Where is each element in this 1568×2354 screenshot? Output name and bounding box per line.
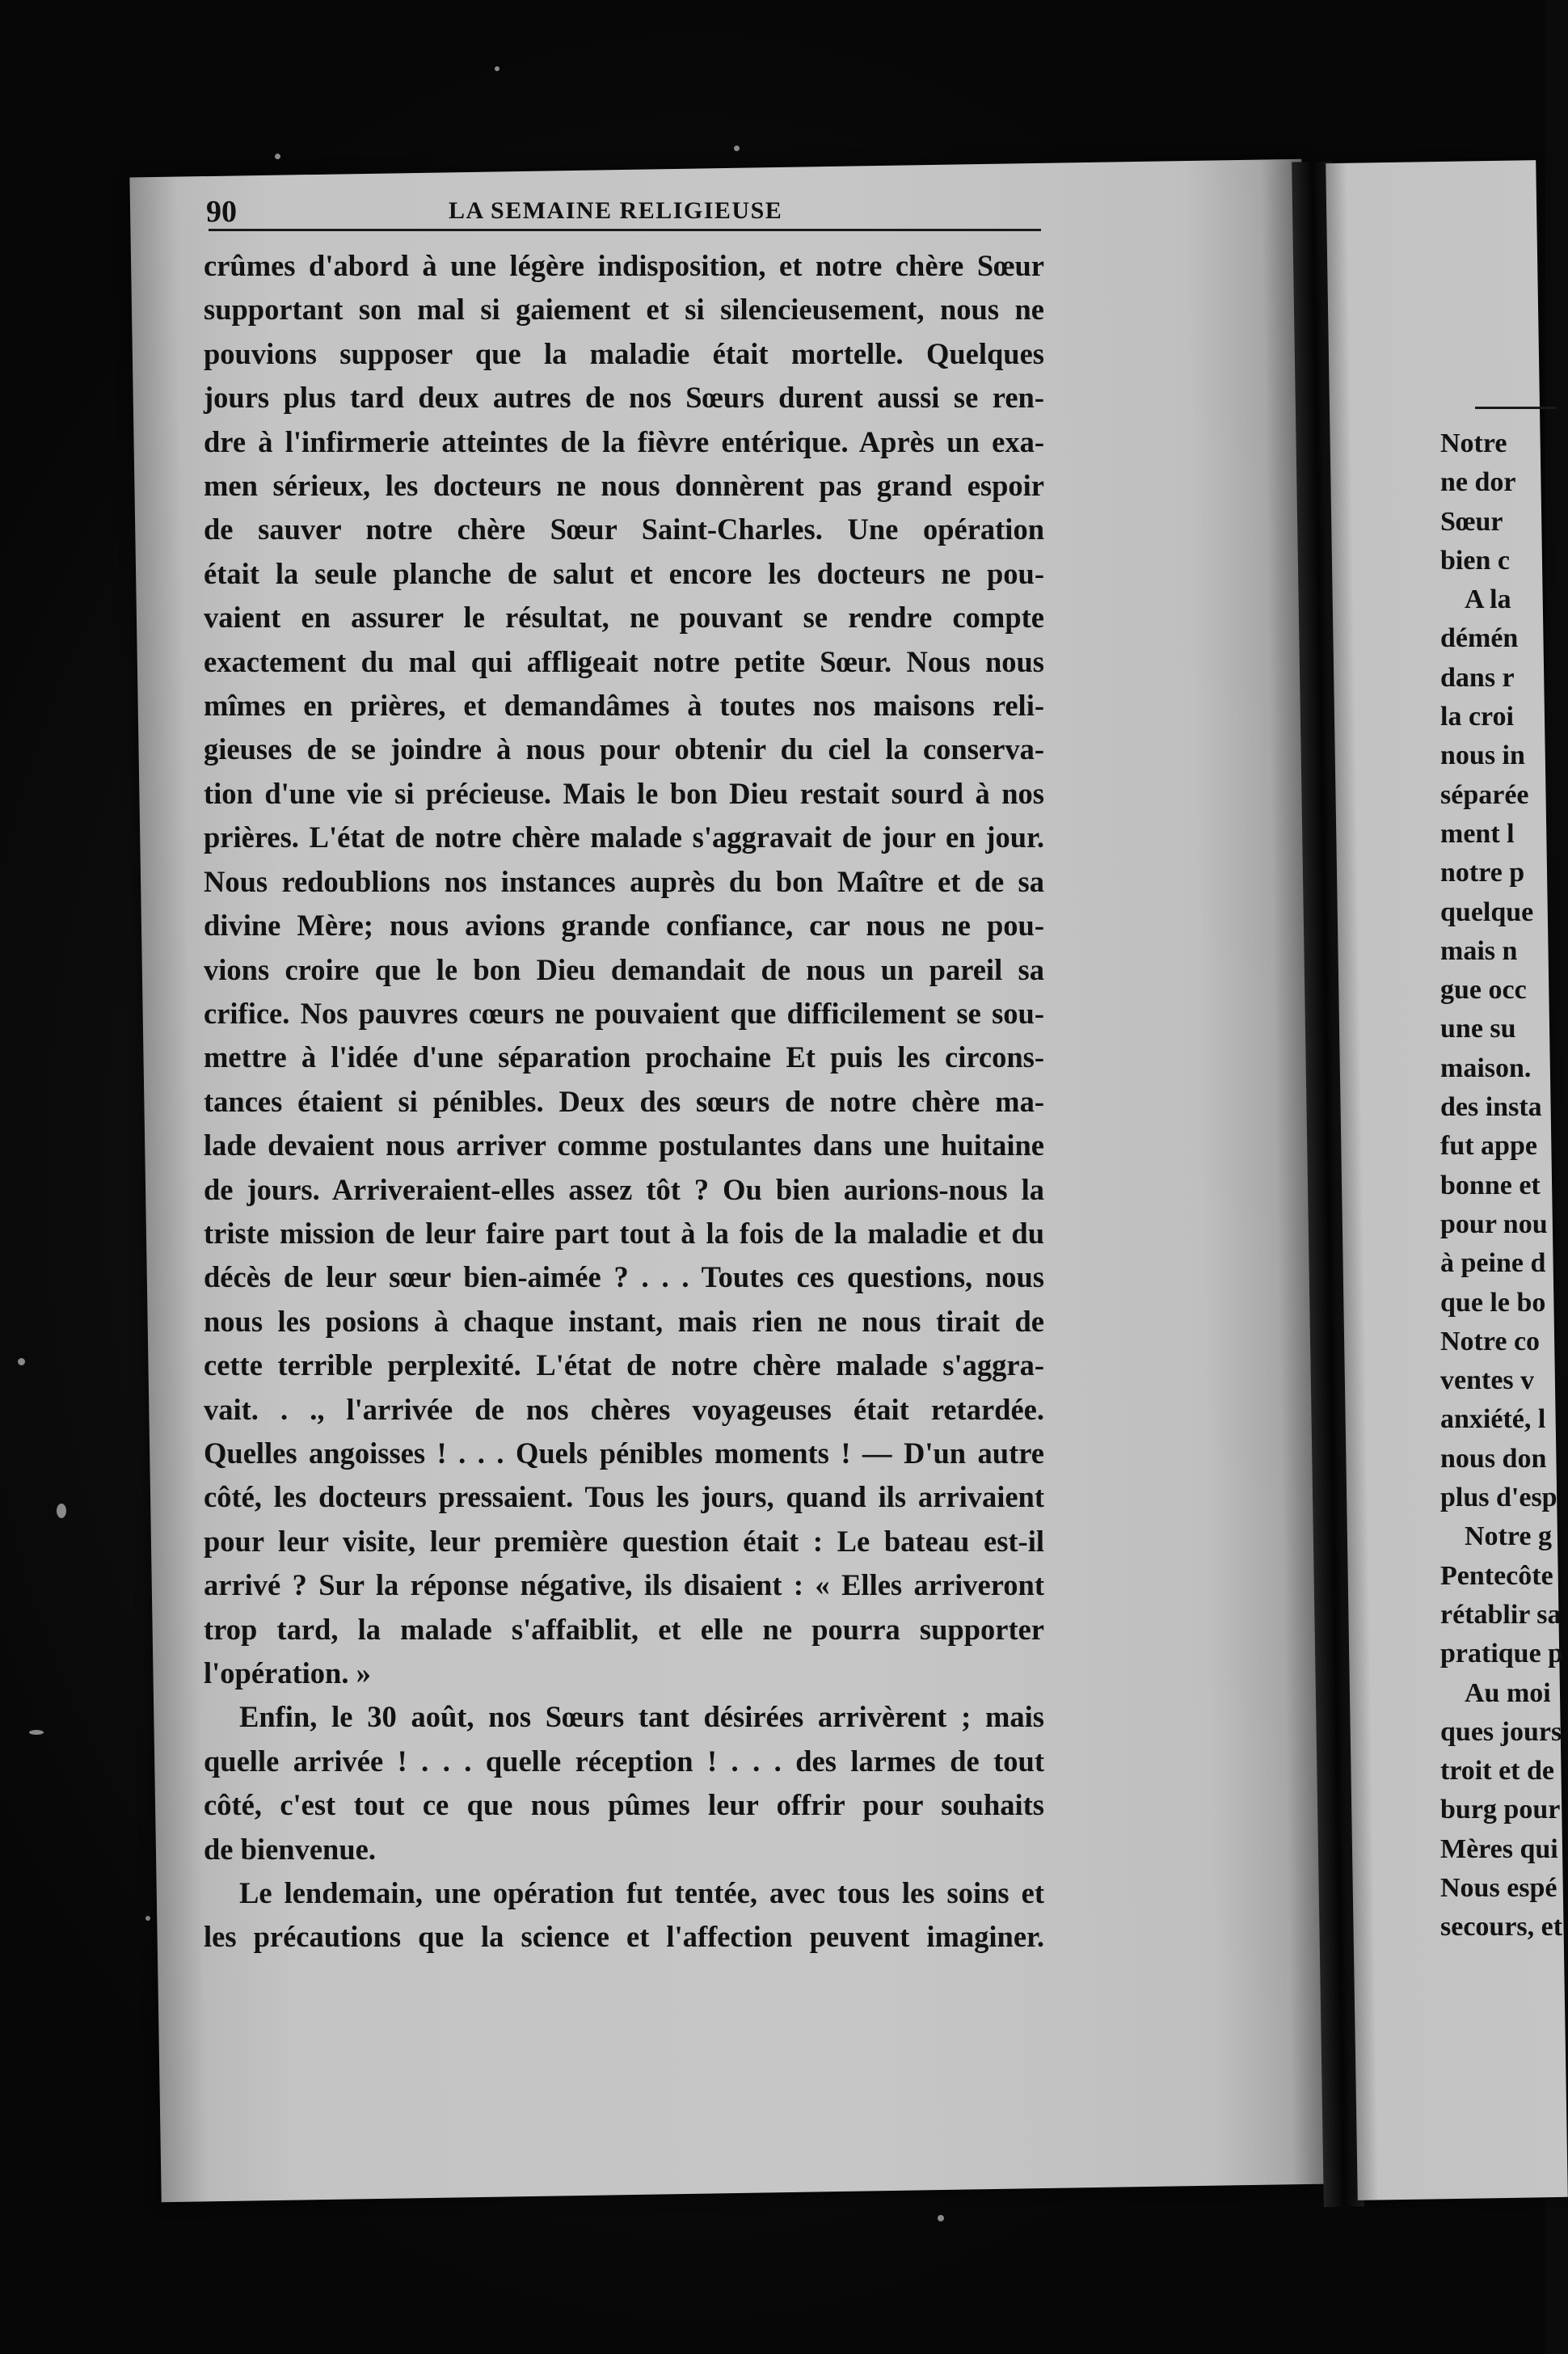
text-line: pratique p: [1440, 1639, 1564, 1669]
right-page-header-rule: [1475, 407, 1556, 409]
header-rule: [209, 229, 1041, 231]
text-line: l'opération. »: [204, 1656, 371, 1690]
text-line: dre à l'infirmerie atteintes de la fièvre entérique. Après un exa-: [204, 424, 1044, 458]
text-line: divine Mère; nous avions grande confiance, car nous ne pou-: [204, 909, 1044, 943]
text-line: supportant son mal si gaiement et si silencieusement, nous ne: [204, 293, 1044, 327]
text-line: pour leur visite, leur première question était : Le bateau est-il: [204, 1524, 1044, 1558]
text-line: ques jours: [1440, 1716, 1562, 1747]
film-speck: [145, 1916, 150, 1921]
text-line: troit et de: [1440, 1756, 1554, 1787]
text-line: crûmes d'abord à une légère indisposition, et notre chère Sœur: [204, 249, 1044, 282]
text-line: que le bo: [1440, 1287, 1546, 1318]
text-line: Pentecôte: [1440, 1560, 1553, 1591]
text-line: A la: [1465, 584, 1511, 615]
film-speck: [57, 1504, 66, 1518]
text-line: Mères qui: [1440, 1833, 1558, 1864]
text-line: notre p: [1440, 858, 1525, 888]
text-line: Notre co: [1440, 1326, 1541, 1356]
text-line: gieuses de se joindre à nous pour obtenir du ciel la conserva-: [204, 732, 1044, 766]
text-line: jours plus tard deux autres de nos Sœurs durent aussi se ren-: [204, 381, 1044, 415]
text-line: de jours. Arriveraient-elles assez tôt ? Ou bien aurions-nous la: [204, 1172, 1044, 1206]
text-line: mais n: [1440, 935, 1518, 966]
text-line: bonne et: [1440, 1170, 1541, 1200]
left-page-body: [204, 244, 1044, 1960]
text-line: côté, les docteurs pressaient. Tous les jours, quand ils arrivaient: [204, 1480, 1044, 1514]
film-speck: [29, 1730, 44, 1735]
text-line: prières. L'état de notre chère malade s'aggravait de jour en jour.: [204, 821, 1044, 854]
text-line: Le lendemain, une opération fut tentée, avec tous les soins et: [239, 1876, 1044, 1910]
text-line: était la seule planche de salut et encore les docteurs ne pou-: [204, 556, 1044, 590]
text-line: décès de leur sœur bien-aimée ? . . . Toutes ces questions, nous: [204, 1260, 1044, 1294]
text-line: vait. . ., l'arrivée de nos chères voyageuses était retardée.: [204, 1392, 1044, 1426]
text-line: de bienvenue.: [204, 1832, 376, 1866]
text-line: triste mission de leur faire part tout à la fois de la maladie et du: [204, 1216, 1044, 1250]
text-line: crifice. Nos pauvres cœurs ne pouvaient que difficilement se sou-: [204, 996, 1044, 1030]
text-line: Au moi: [1465, 1677, 1551, 1708]
text-line: ne dor: [1440, 467, 1516, 498]
page-number: 90: [206, 195, 237, 229]
text-line: trop tard, la malade s'affaiblit, et elle ne pourra supporter: [204, 1612, 1044, 1646]
text-line: de sauver notre chère Sœur Saint-Charles. Une opération: [204, 513, 1044, 546]
text-line: des insta: [1440, 1092, 1542, 1123]
film-speck: [734, 146, 740, 151]
text-line: bien c: [1440, 545, 1510, 576]
text-line: rétablir sa: [1440, 1599, 1562, 1630]
text-line: mettre à l'idée d'une séparation prochaine Et puis les circons-: [204, 1040, 1044, 1074]
text-line: Notre: [1440, 428, 1507, 458]
text-line: burg pour: [1440, 1795, 1561, 1825]
film-speck: [495, 66, 499, 71]
text-line: nous in: [1440, 740, 1525, 771]
text-line: Nous redoublions nos instances auprès du bon Maître et de sa: [204, 864, 1044, 898]
right-page-body-fragment: [1440, 424, 1564, 1947]
text-line: quelque: [1440, 896, 1534, 927]
text-line: lade devaient nous arriver comme postulantes dans une huitaine: [204, 1128, 1044, 1162]
running-head: LA SEMAINE RELIGIEUSE: [449, 197, 783, 224]
text-line: les précautions que la science et l'affection peuvent imaginer.: [204, 1920, 1044, 1954]
film-speck: [938, 2215, 944, 2221]
text-line: dans r: [1440, 662, 1515, 693]
text-line: maison.: [1440, 1053, 1532, 1083]
text-line: fut appe: [1440, 1131, 1537, 1162]
text-line: plus d'esp: [1440, 1483, 1557, 1513]
text-line: nous les posions à chaque instant, mais rien ne nous tirait de: [204, 1304, 1044, 1338]
text-line: mîmes en prières, et demandâmes à toutes nos maisons reli-: [204, 689, 1044, 723]
text-line: Nous espé: [1440, 1872, 1557, 1903]
text-line: tion d'une vie si précieuse. Mais le bon Dieu restait sourd à nos: [204, 776, 1044, 810]
film-speck: [18, 1358, 25, 1365]
text-line: gue occ: [1440, 975, 1527, 1006]
text-line: la croi: [1440, 702, 1514, 732]
text-line: à peine d: [1440, 1248, 1546, 1279]
text-line: côté, c'est tout ce que nous pûmes leur offrir pour souhaits: [204, 1788, 1044, 1822]
text-line: pouvions supposer que la maladie était mortelle. Quelques: [204, 336, 1044, 370]
text-line: vions croire que le bon Dieu demandait de nous un pareil sa: [204, 952, 1044, 986]
text-line: cette terrible perplexité. L'état de notre chère malade s'aggra-: [204, 1348, 1044, 1382]
text-line: tances étaient si pénibles. Deux des sœurs de notre chère ma-: [204, 1084, 1044, 1118]
text-line: une su: [1440, 1014, 1516, 1044]
film-speck: [275, 154, 280, 159]
text-line: ventes v: [1440, 1365, 1535, 1396]
text-line: vaient en assurer le résultat, ne pouvant se rendre compte: [204, 601, 1044, 635]
text-line: pour nou: [1440, 1209, 1548, 1239]
text-line: quelle arrivée ! . . . quelle réception ! . . . des larmes de tout: [204, 1744, 1044, 1778]
text-line: anxiété, l: [1440, 1404, 1546, 1435]
text-line: ment l: [1440, 818, 1515, 849]
text-line: nous don: [1440, 1443, 1547, 1474]
text-line: exactement du mal qui affligeait notre petite Sœur. Nous nous: [204, 644, 1044, 678]
text-line: men sérieux, les docteurs ne nous donnèrent pas grand espoir: [204, 469, 1044, 503]
text-line: Quelles angoisses ! . . . Quels pénibles moments ! — D'un autre: [204, 1436, 1044, 1470]
text-line: arrivé ? Sur la réponse négative, ils disaient : « Elles arriveront: [204, 1568, 1044, 1602]
text-line: démén: [1440, 623, 1519, 654]
text-line: Notre g: [1465, 1521, 1552, 1552]
text-line: secours, et: [1440, 1912, 1563, 1943]
text-line: Sœur: [1440, 506, 1503, 537]
text-line: Enfin, le 30 août, nos Sœurs tant désirées arrivèrent ; mais: [239, 1700, 1044, 1734]
text-line: séparée: [1440, 779, 1529, 810]
